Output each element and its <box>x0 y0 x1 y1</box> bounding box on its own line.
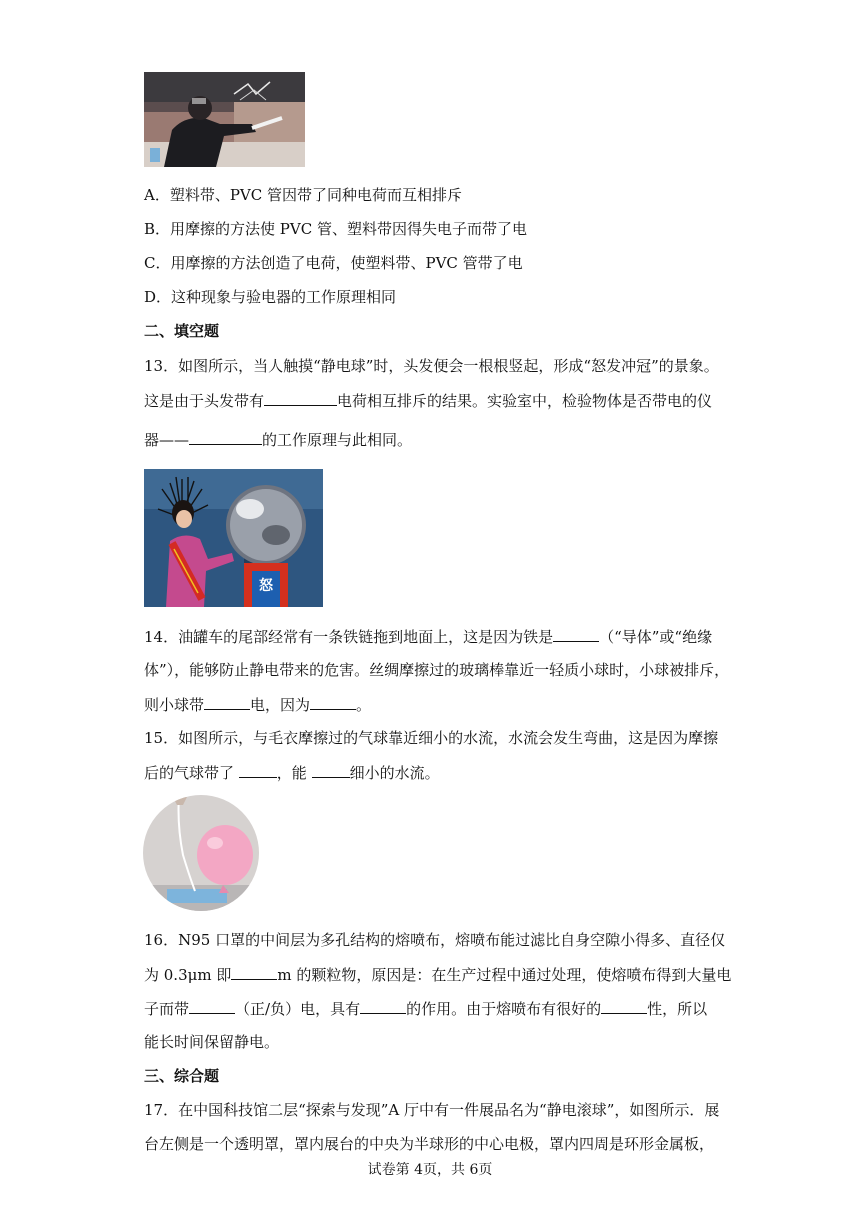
q12-option-a: A．塑料带、PVC 管因带了同种电荷而互相排斥 <box>144 186 463 204</box>
q16-line-3 <box>144 998 707 1019</box>
q13-text: 的工作原理与此相同。 <box>262 431 413 449</box>
q14-line-2: 体”），能够防止静电带来的危害。丝绸摩擦过的玻璃棒靠近一轻质小球时，小球被排斥， <box>144 661 730 679</box>
q16-text: 子而带 <box>144 1000 190 1018</box>
q15-blank-2 <box>312 762 350 778</box>
q12-photo <box>144 72 305 167</box>
q15-photo <box>143 795 259 911</box>
q13-text: 电荷相互排斥的结果。实验室中，检验物体是否带电的仪 <box>337 392 713 410</box>
q16-line-2 <box>144 964 731 985</box>
q13-line-1: 13．如图所示，当人触摸“静电球”时，头发便会一根根竖起，形成“怒发冲冠”的景象。 <box>144 357 719 375</box>
q17-line-1: 17．在中国科技馆二层“探索与发现”A 厅中有一件展品名为“静电滚球”，如图所示．展 <box>144 1101 720 1119</box>
q16-text: 为 0.3μm 即 <box>144 966 232 984</box>
q14-line-1 <box>144 626 712 647</box>
q14-blank-2 <box>204 694 250 710</box>
q15-text: 后的气球带了 <box>144 764 239 782</box>
q16-blank-1 <box>231 964 277 980</box>
q16-blank-4 <box>601 998 647 1014</box>
q16-blank-2 <box>189 998 235 1014</box>
q12-option-c: C．用摩擦的方法创造了电荷，使塑料带、PVC 管带了电 <box>144 254 523 272</box>
section-heading-fill-in: 二、填空题 <box>144 322 220 340</box>
q16-text: 性，所以 <box>647 1000 708 1018</box>
q13-line-2 <box>144 390 712 411</box>
q16-text: 的作用。由于熔喷布有很好的 <box>406 1000 602 1018</box>
q16-blank-3 <box>360 998 406 1014</box>
q16-line-4: 能长时间保留静电。 <box>144 1033 280 1051</box>
q13-text: 这是由于头发带有 <box>144 392 265 410</box>
q13-line-3 <box>144 429 412 450</box>
q13-blank-2 <box>189 429 262 445</box>
q12-option-d: D．这种现象与验电器的工作原理相同 <box>144 288 397 306</box>
q17-line-2: 台左侧是一个透明罩，罩内展台的中央为半球形的中心电极，罩内四周是环形金属板， <box>144 1135 715 1153</box>
q16-text: （正/负）电，具有 <box>235 1000 361 1018</box>
q13-text: 器—— <box>144 431 190 449</box>
q13-blank-1 <box>264 390 337 406</box>
q14-blank-3 <box>310 694 356 710</box>
q14-text: 则小球带 <box>144 696 205 714</box>
q15-text: 细小的水流。 <box>349 764 440 782</box>
q16-line-1: 16．N95 口罩的中间层为多孔结构的熔喷布，熔喷布能过滤比自身空隙小得多、直径仅 <box>144 931 726 949</box>
q13-photo <box>144 469 323 607</box>
q14-text: 。 <box>356 696 372 714</box>
page-footer: 试卷第 4页，共 6页 <box>367 1162 493 1178</box>
q13-sign-char-1: 怒 <box>259 578 273 594</box>
q14-blank-1 <box>553 626 599 642</box>
q15-blank-1 <box>239 762 277 778</box>
q14-text: 14．油罐车的尾部经常有一条铁链拖到地面上，这是因为铁是 <box>144 628 554 646</box>
section-heading-comprehensive: 三、综合题 <box>144 1067 220 1085</box>
q14-line-3 <box>144 694 371 715</box>
q16-text: m 的颗粒物，原因是：在生产过程中通过处理，使熔喷布得到大量电 <box>277 966 732 984</box>
q15-line-1: 15．如图所示，与毛衣摩擦过的气球靠近细小的水流，水流会发生弯曲，这是因为摩擦 <box>144 729 719 747</box>
q12-option-b: B．用摩擦的方法使 PVC 管、塑料带因得失电子而带了电 <box>144 220 527 238</box>
q15-text: ，能 <box>276 764 312 782</box>
q14-text: （“导体”或“绝缘 <box>599 628 713 646</box>
q14-text: 电，因为 <box>250 696 311 714</box>
q15-line-2 <box>144 762 440 783</box>
